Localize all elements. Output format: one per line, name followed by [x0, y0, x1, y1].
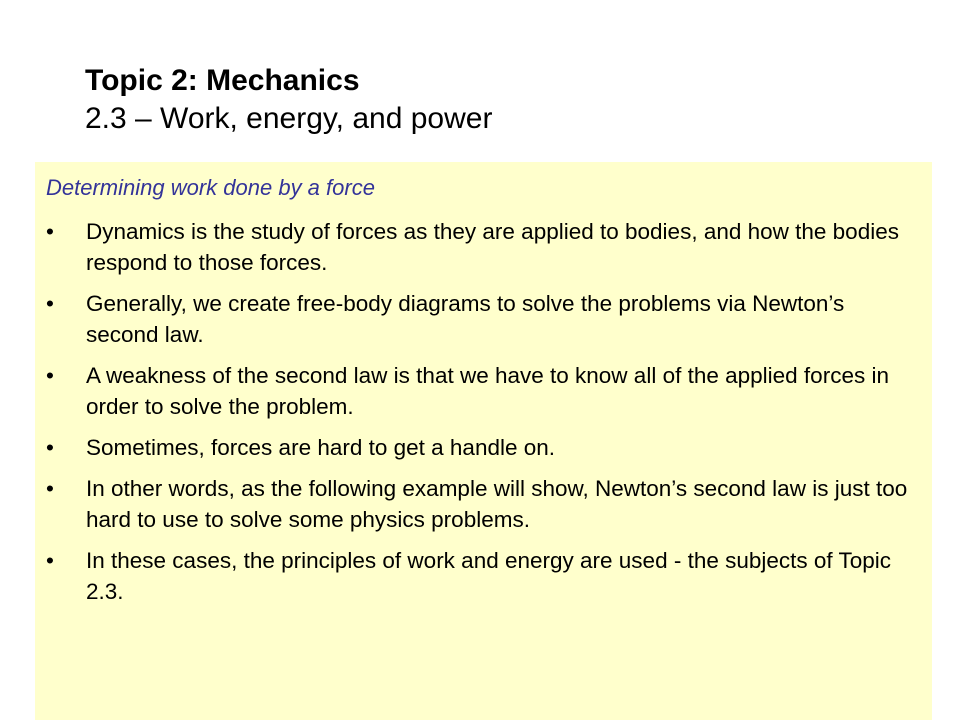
bullet-text: Generally, we create free-body diagrams to solve the problems via Newton’s second law. — [86, 291, 845, 347]
slide-subtitle: 2.3 – Work, energy, and power — [85, 102, 493, 135]
bullet-icon: • — [46, 548, 54, 573]
bullet-item — [46, 216, 918, 278]
content-panel — [35, 162, 932, 720]
slide-title-block — [85, 62, 925, 138]
bullet-item — [46, 545, 918, 607]
bullet-text: In these cases, the principles of work and energy are used - the subjects of Topic 2.3. — [86, 548, 892, 604]
bullet-text: A weakness of the second law is that we have to know all of the applied forces in order to solve the problem. — [86, 363, 889, 419]
bullet-item — [46, 432, 918, 463]
bullet-item — [46, 360, 918, 422]
slide-title: Topic 2: Mechanics — [85, 64, 360, 97]
bullet-item — [46, 473, 918, 535]
bullet-icon: • — [46, 435, 54, 460]
bullet-list — [46, 216, 918, 607]
bullet-item — [46, 288, 918, 350]
bullet-text: In other words, as the following example will show, Newton’s second law is just too hard to use to solve some physics problems. — [86, 476, 908, 532]
bullet-icon: • — [46, 476, 54, 501]
bullet-icon: • — [46, 363, 54, 388]
bullet-text: Dynamics is the study of forces as they are applied to bodies, and how the bodies respond to those forces. — [86, 219, 899, 275]
bullet-icon: • — [46, 291, 54, 316]
bullet-text: Sometimes, forces are hard to get a handle on. — [86, 435, 556, 460]
bullet-icon: • — [46, 219, 54, 244]
section-heading: Determining work done by a force — [46, 175, 375, 200]
